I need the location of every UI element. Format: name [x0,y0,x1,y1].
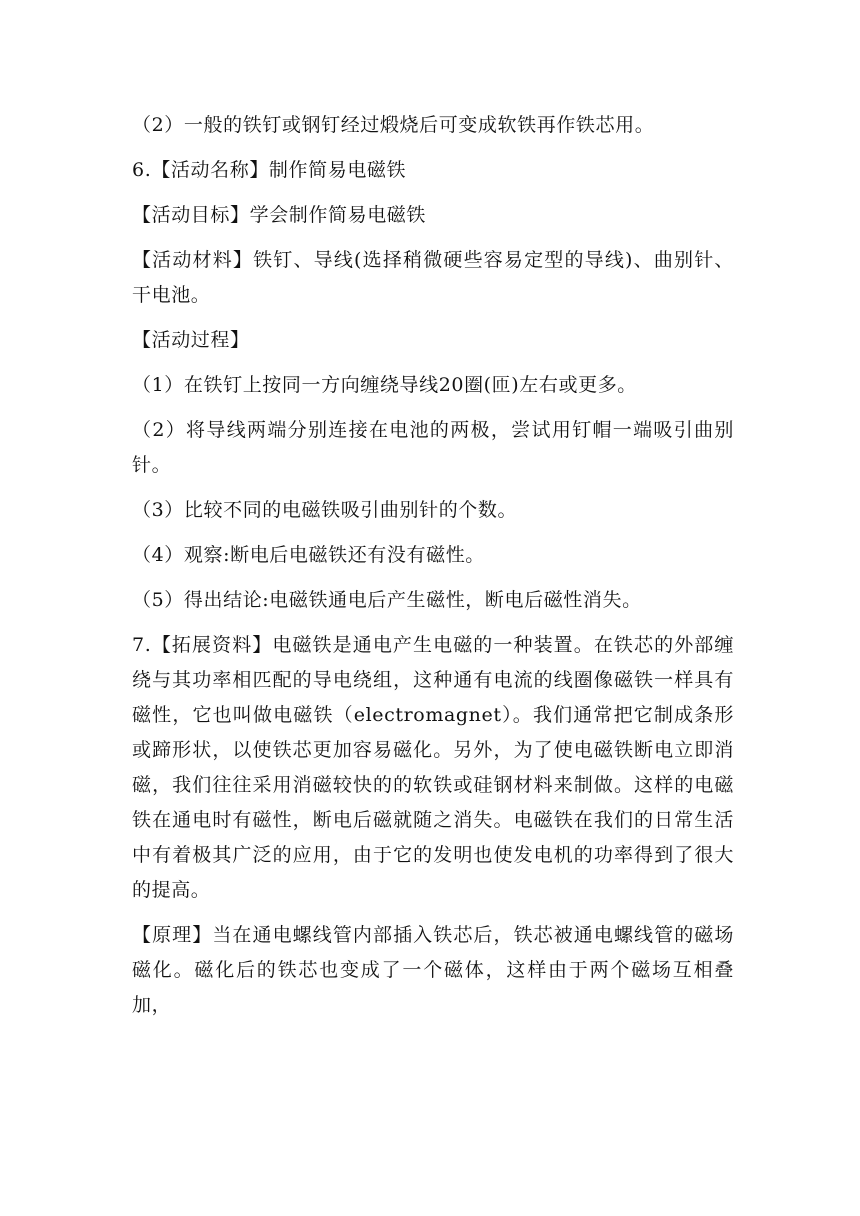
process-step-2: （2）将导线两端分别连接在电池的两极，尝试用钉帽一端吸引曲别针。 [132,419,734,476]
process-step-5: （5）得出结论:电磁铁通电后产生磁性，断电后磁性消失。 [132,589,642,611]
process-step-3: （3）比较不同的电磁铁吸引曲别针的个数。 [132,499,518,521]
activity-process-heading: 【活动过程】 [132,329,250,351]
process-step-4: （4）观察:断电后电磁铁还有没有磁性。 [132,544,485,566]
note-paragraph: （2）一般的铁钉或钢钉经过煅烧后可变成软铁再作铁芯用。 [132,114,655,136]
document-page [132,108,734,1033]
principle-paragraph: 【原理】当在通电螺线管内部插入铁芯后，铁芯被通电螺线管的磁场磁化。磁化后的铁芯也变成了一个磁体，这样由于两个磁场互相叠加， [132,924,734,1016]
activity-goal: 【活动目标】学会制作简易电磁铁 [132,204,427,226]
activity-materials: 【活动材料】铁钉、导线(选择稍微硬些容易定型的导线)、曲别针、干电池。 [132,249,734,306]
extended-material-paragraph: 7.【拓展资料】电磁铁是通电产生电磁的一种装置。在铁芯的外部缠绕与其功率相匹配的导电绕组，这种通有电流的线圈像磁铁一样具有磁性，它也叫做电磁铁（electromagnet）。我们通常把它制成条形或蹄形状，以使铁芯更加容易磁化。另外，为了使电磁铁断电立即消磁，我们往往采用消磁较快的的软铁或硅钢材料来制做。这样的电磁铁在通电时有磁性，断电后磁就随之消失。电磁铁在我们的日常生活中有着极其广泛的应用，由于它的发明也使发电机的功率得到了很大的提高。 [132,634,734,901]
process-step-1: （1）在铁钉上按同一方向缠绕导线20圈(匝)左右或更多。 [132,374,637,396]
activity-name-heading: 6.【活动名称】制作简易电磁铁 [132,159,407,181]
